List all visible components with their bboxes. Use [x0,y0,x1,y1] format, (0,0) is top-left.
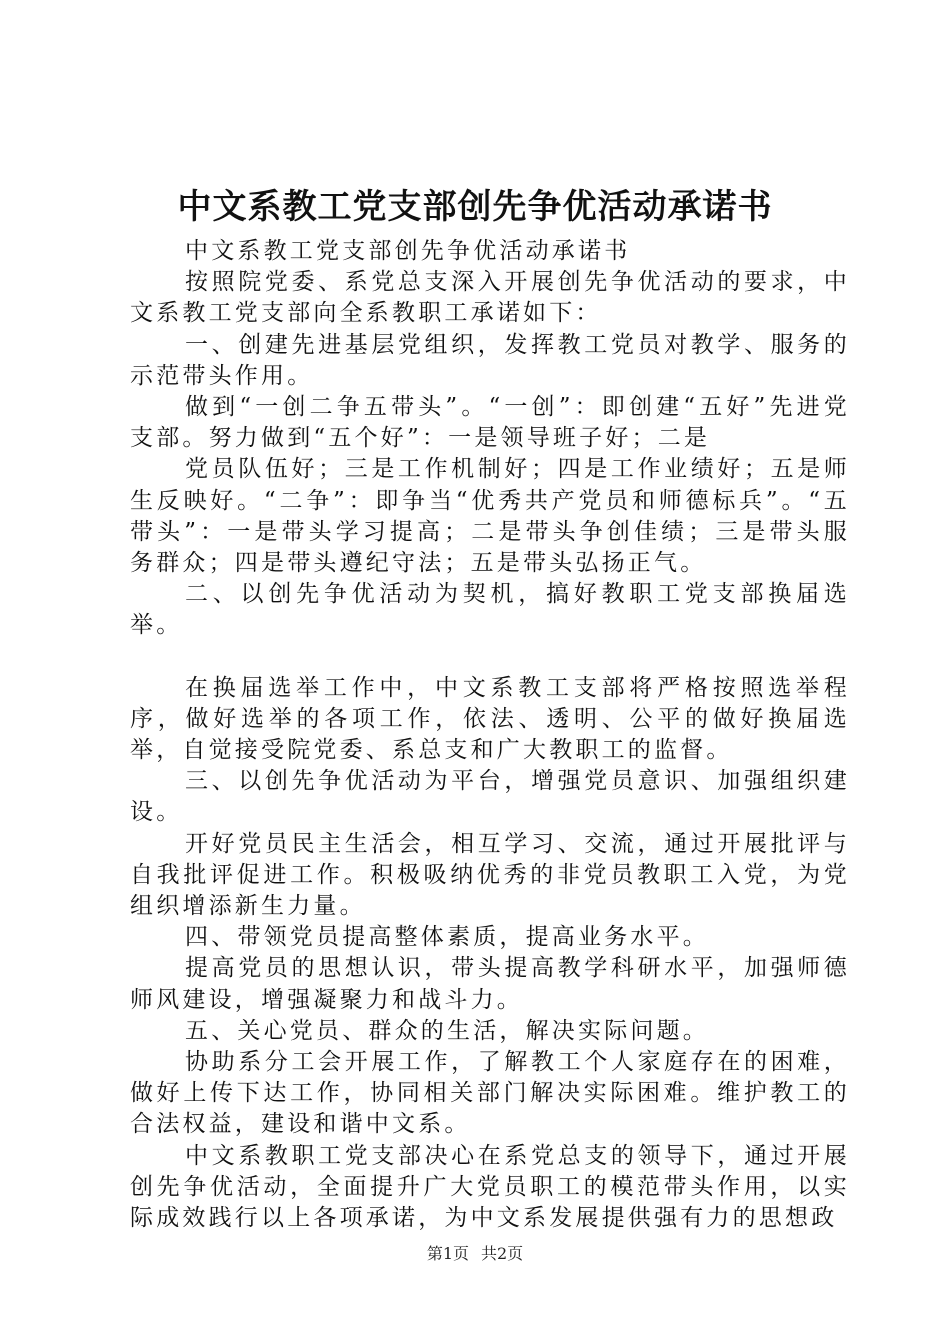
document-title: 中文系教工党支部创先争优活动承诺书 [177,187,773,227]
page-footer [0,1243,950,1265]
paragraph: 一、创建先进基层党组织，发挥教工党员对教学、服务的示范带头作用。 [130,331,850,389]
document-body [130,236,850,1234]
section-heading: 四、带领党员提高整体素质，提高业务水平。 [185,924,709,951]
paragraph: 中文系教职工党支部决心在系党总支的领导下，通过开展创先争优活动，全面提升广大党员职工的模范带头作用，以实际成效践行以上各项承诺，为中文系发展提供强有力的思想政 [130,1142,850,1232]
paragraph: 按照院党委、系党总支深入开展创先争优活动的要求，中文系教工党支部向全系教职工承诺如下： [130,269,850,327]
paragraph: 做到“一创二争五带头”。“一创”：即创建“五好”先进党支部。努力做到“五个好”：一是领导班子好；二是 [130,394,850,452]
paragraph: 协助系分工会开展工作，了解教工个人家庭存在的困难，做好上传下达工作，协同相关部门解决实际困难。维护教工的合法权益，建设和谐中文系。 [130,1049,850,1138]
paragraph: 党员队伍好；三是工作机制好；四是工作业绩好；五是师生反映好。“二争”：即争当“优秀共产党员和师德标兵”。“五带头”：一是带头学习提高；二是带头争创佳绩；三是带头服务群众；四是带头遵纪守法；五是带头弘扬正气。 [130,456,850,577]
page-total: 共2页 [481,1244,524,1263]
paragraph: 提高党员的思想认识，带头提高教学科研水平，加强师德师风建设，增强凝聚力和战斗力。 [130,955,850,1013]
section-heading: 三、以创先争优活动为平台，增强党员意识、加强组织建设。 [130,768,850,826]
paragraph: 开好党员民主生活会，相互学习、交流，通过开展批评与自我批评促进工作。积极吸纳优秀的非党员教职工入党，为党组织增添新生力量。 [130,830,850,920]
section-heading: 二、以创先争优活动为契机，搞好教职工党支部换届选举。 [130,581,850,639]
page-number: 第1页 [426,1244,469,1263]
section-heading: 五、关心党员、群众的生活，解决实际问题。 [185,1017,709,1044]
paragraph: 中文系教工党支部创先争优活动承诺书 [185,238,631,264]
paragraph: 在换届选举工作中，中文系教工支部将严格按照选举程序，做好选举的各项工作，依法、透明、公平的做好换届选举，自觉接受院党委、系总支和广大教职工的监督。 [130,674,850,764]
